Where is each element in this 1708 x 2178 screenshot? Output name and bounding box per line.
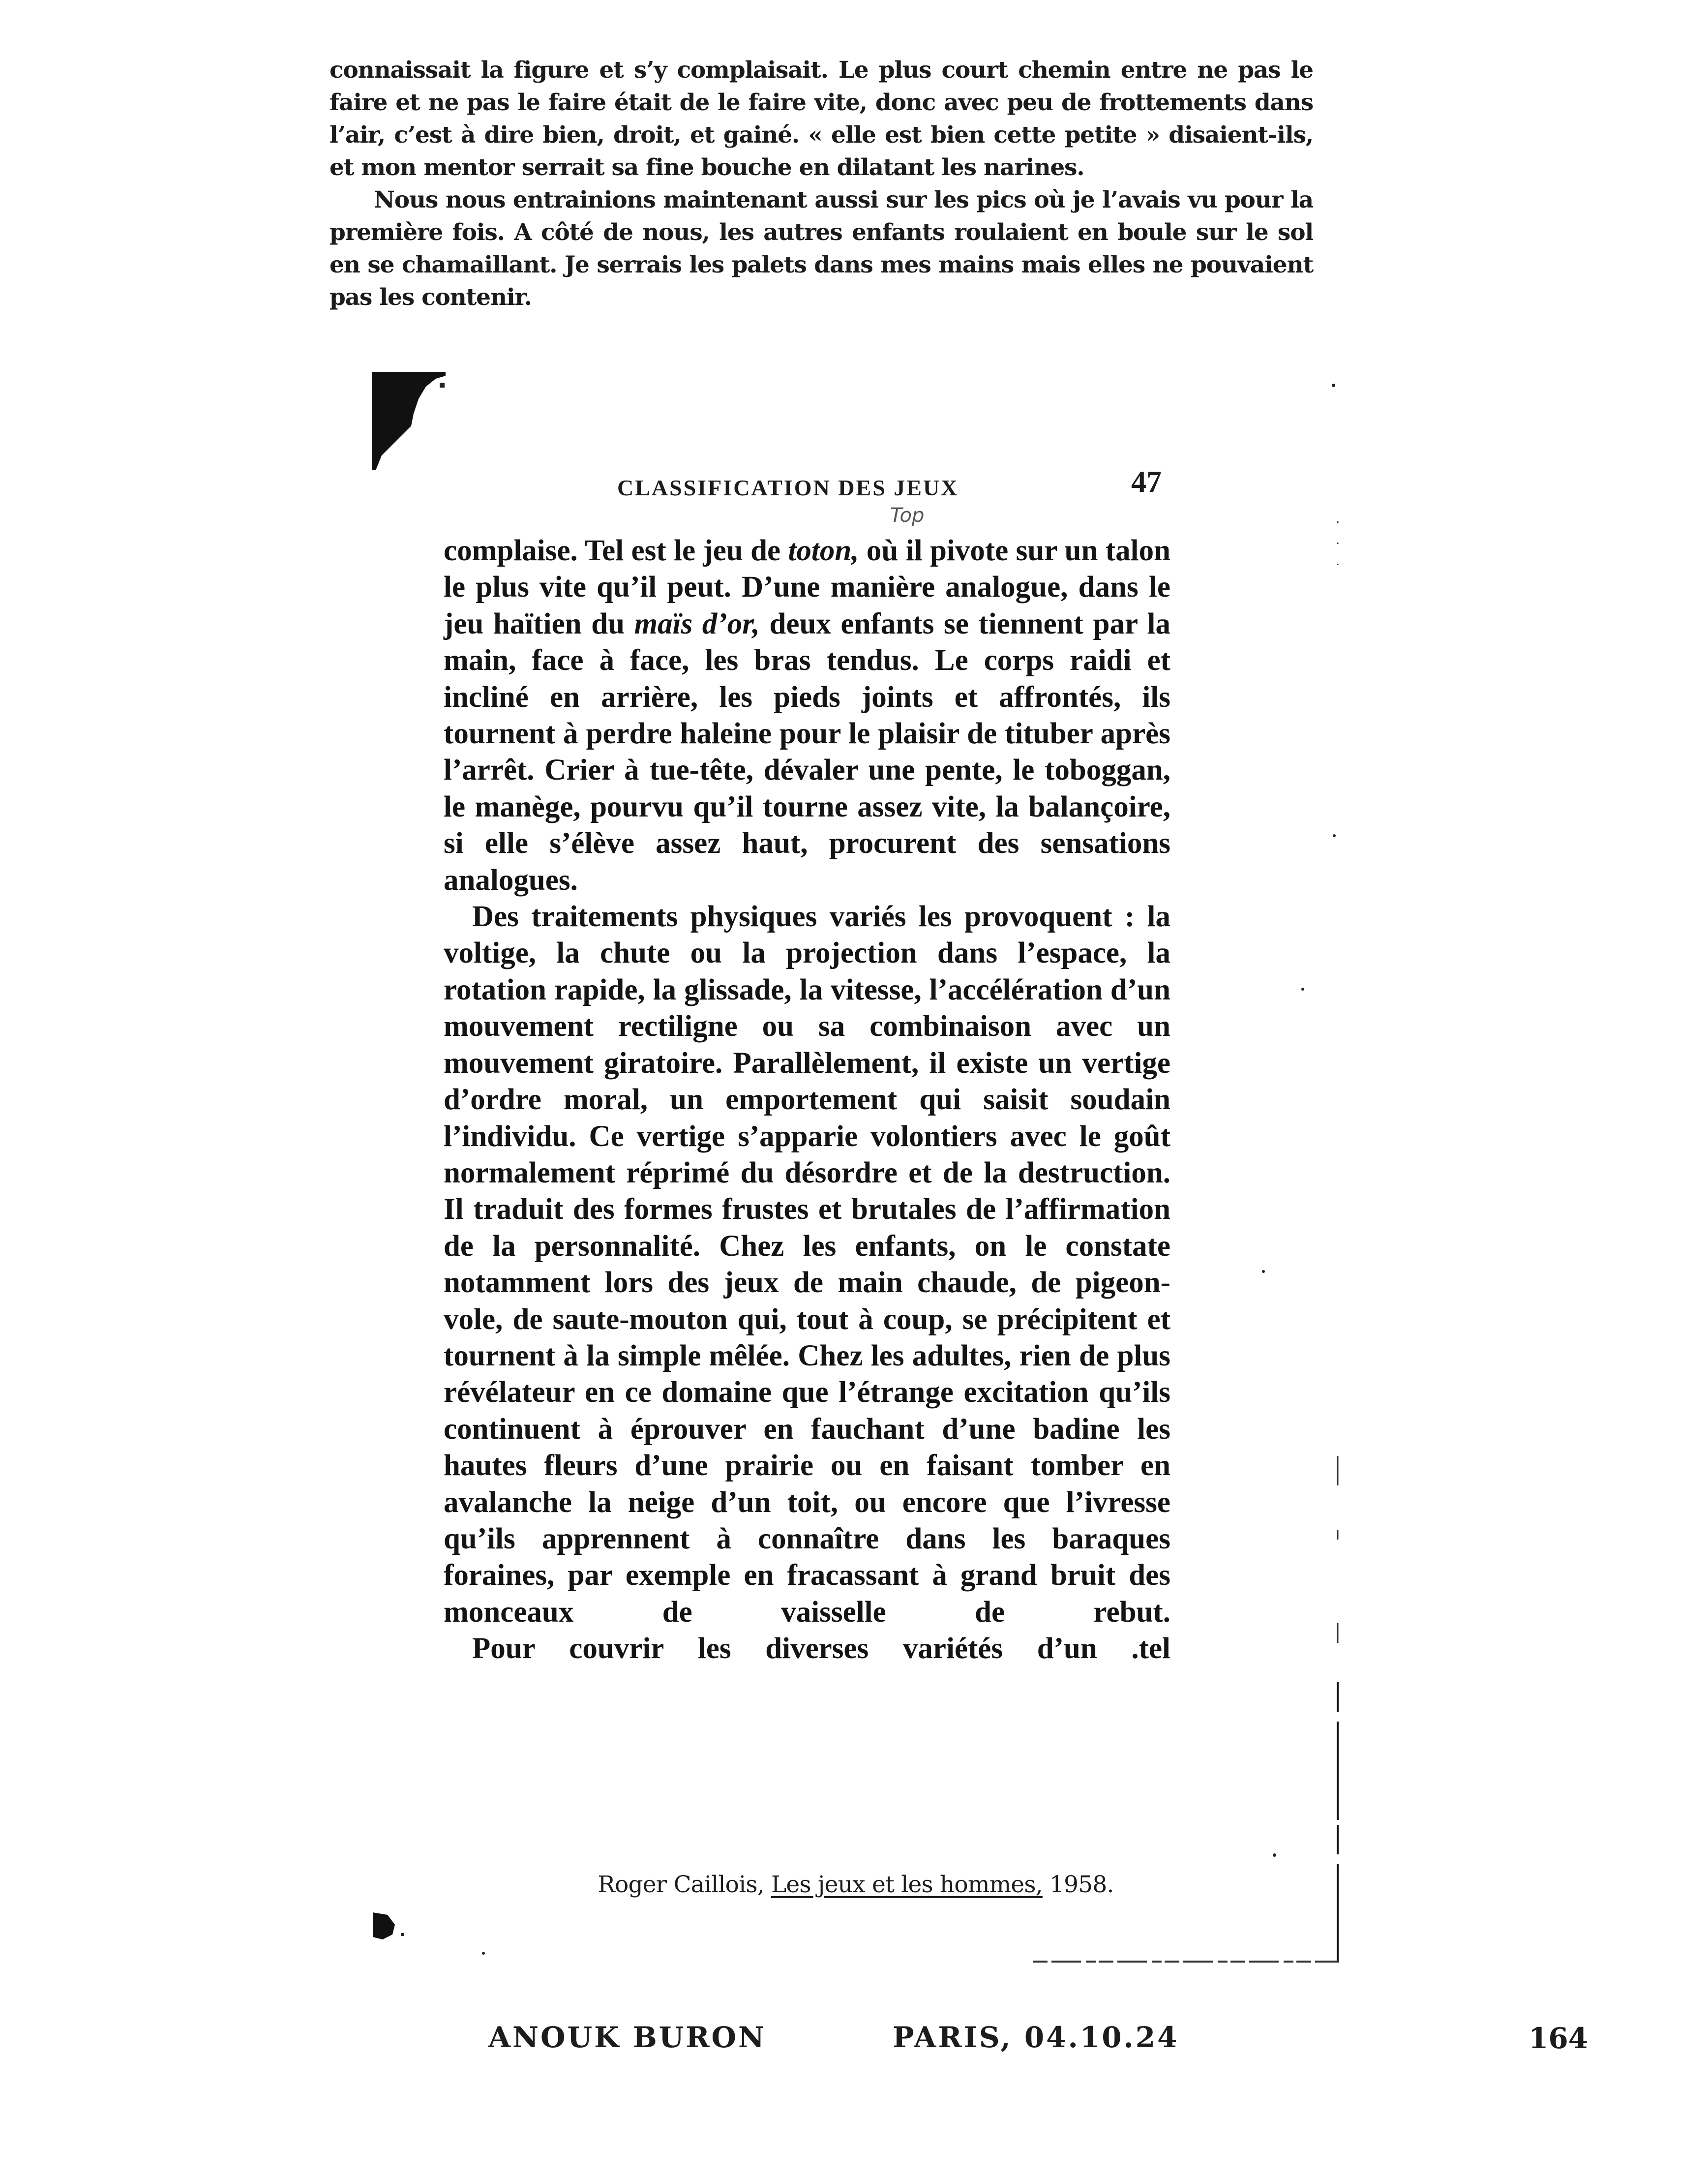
scan-speck [1332,384,1335,387]
citation-author: Roger Caillois, [598,1871,771,1898]
scan-right-edge-rule [1332,403,1342,1967]
scan-paragraph-1 [444,533,1170,899]
scanned-text [444,533,1170,1667]
intro-paragraph-2: Nous nous entrainions maintenant aussi sur les pics où je l’avais vu pour la première fois. A côté de nous, les autres enfants roulaient en boule sur le sol en se chamaillant. Je serrais les palets dans mes mains mais elles ne pouvaient pas les contenir. [330,186,1313,311]
scan-corner-mark-bottom-left [373,1912,412,1942]
footer-author: ANOUK BURON [488,2021,767,2054]
scanned-book-page [364,364,1348,1967]
book-page-number: 47 [1131,465,1162,499]
citation-title: Les jeux et les hommes, [771,1871,1043,1898]
scan-speck [1333,834,1336,837]
citation-year: 1958. [1042,1871,1114,1898]
footer-page-number: 164 [1528,2022,1588,2055]
italic-term-mais-dor: maïs d’or, [634,607,760,640]
handwritten-note: Top [890,504,925,527]
intro-text [330,54,1313,314]
scan-paragraph-3: Pour couvrir les diverses variétés d’un .tel [472,1632,1170,1665]
scan-speck [1262,1270,1265,1273]
scan-text-span: où il pivote sur un talon le plus vite qu’il peut. D’une manière analogue, dans le jeu haïtien du [444,534,1170,640]
footer-place-date: PARIS, 04.10.24 [893,2021,1179,2054]
scan-paragraph-2: Des traitements physiques variés les provoquent : la voltige, la chute ou la projection dans l’espace, la rotation rapide, la glissade, la vitesse, l’accélération d’un mouvement rectiligne ou sa combinaison avec un mouvement giratoire. Parallèlement, il existe un vertige d’ordre moral, un emportement qui saisit soudain l’individu. Ce vertige s’apparie volontiers avec le goût normalement réprimé du désordre et de la destruction. Il traduit des formes frustes et brutales de l’affirmation de la personnalité. Chez les enfants, on le constate notamment lors des jeux de main chaude, de pigeon-vole, de saute-mouton qui, tout à coup, se précipitent et tournent à la simple mêlée. Chez les adultes, rien de plus révélateur en ce domaine que l’étrange excitation qu’ils continuent à éprouver en fauchant d’une badine les hautes fleurs d’une prairie ou en faisant tomber en avalanche la neige d’un toit, ou encore que l’ivresse qu’ils apprennent à connaître dans les baraques foraines, par exemple en fracassant à grand bruit des monceaux de vaisselle de rebut. [444,900,1170,1629]
scan-speck [482,1952,485,1955]
citation [364,1871,1348,1898]
running-head: CLASSIFICATION DES JEUX [617,475,959,500]
scan-speck [1301,988,1304,991]
intro-paragraph-1: connaissait la figure et s’y complaisait. Le plus court chemin entre ne pas le faire et ne pas le faire était de le faire vite, donc avec peu de frottements dans l’air, c’est à dire bien, droit, et gainé. « elle est bien cette petite » disaient-ils, et mon mentor serrait sa fine bouche en dilatant les narines. [330,57,1313,181]
scan-speck [1273,1853,1276,1857]
scan-text-span: complaise. Tel est le jeu de [444,534,788,567]
scan-corner-mark-top-left [372,372,450,470]
scan-bottom-edge-rule [1033,1956,1338,1966]
italic-term-toton: toton, [788,534,859,567]
scan-text-span: deux enfants se tiennent par la main, face à face, les bras tendus. Le corps raidi et incliné en arrière, les pieds joints et affrontés, ils tournent à perdre haleine pour le plaisir de tituber après l’arrêt. Crier à tue-tête, dévaler une pente, le toboggan, le manège, pourvu qu’il tourne assez vite, la balançoire, si elle s’élève assez haut, procurent des sensations analogues. [444,607,1170,897]
